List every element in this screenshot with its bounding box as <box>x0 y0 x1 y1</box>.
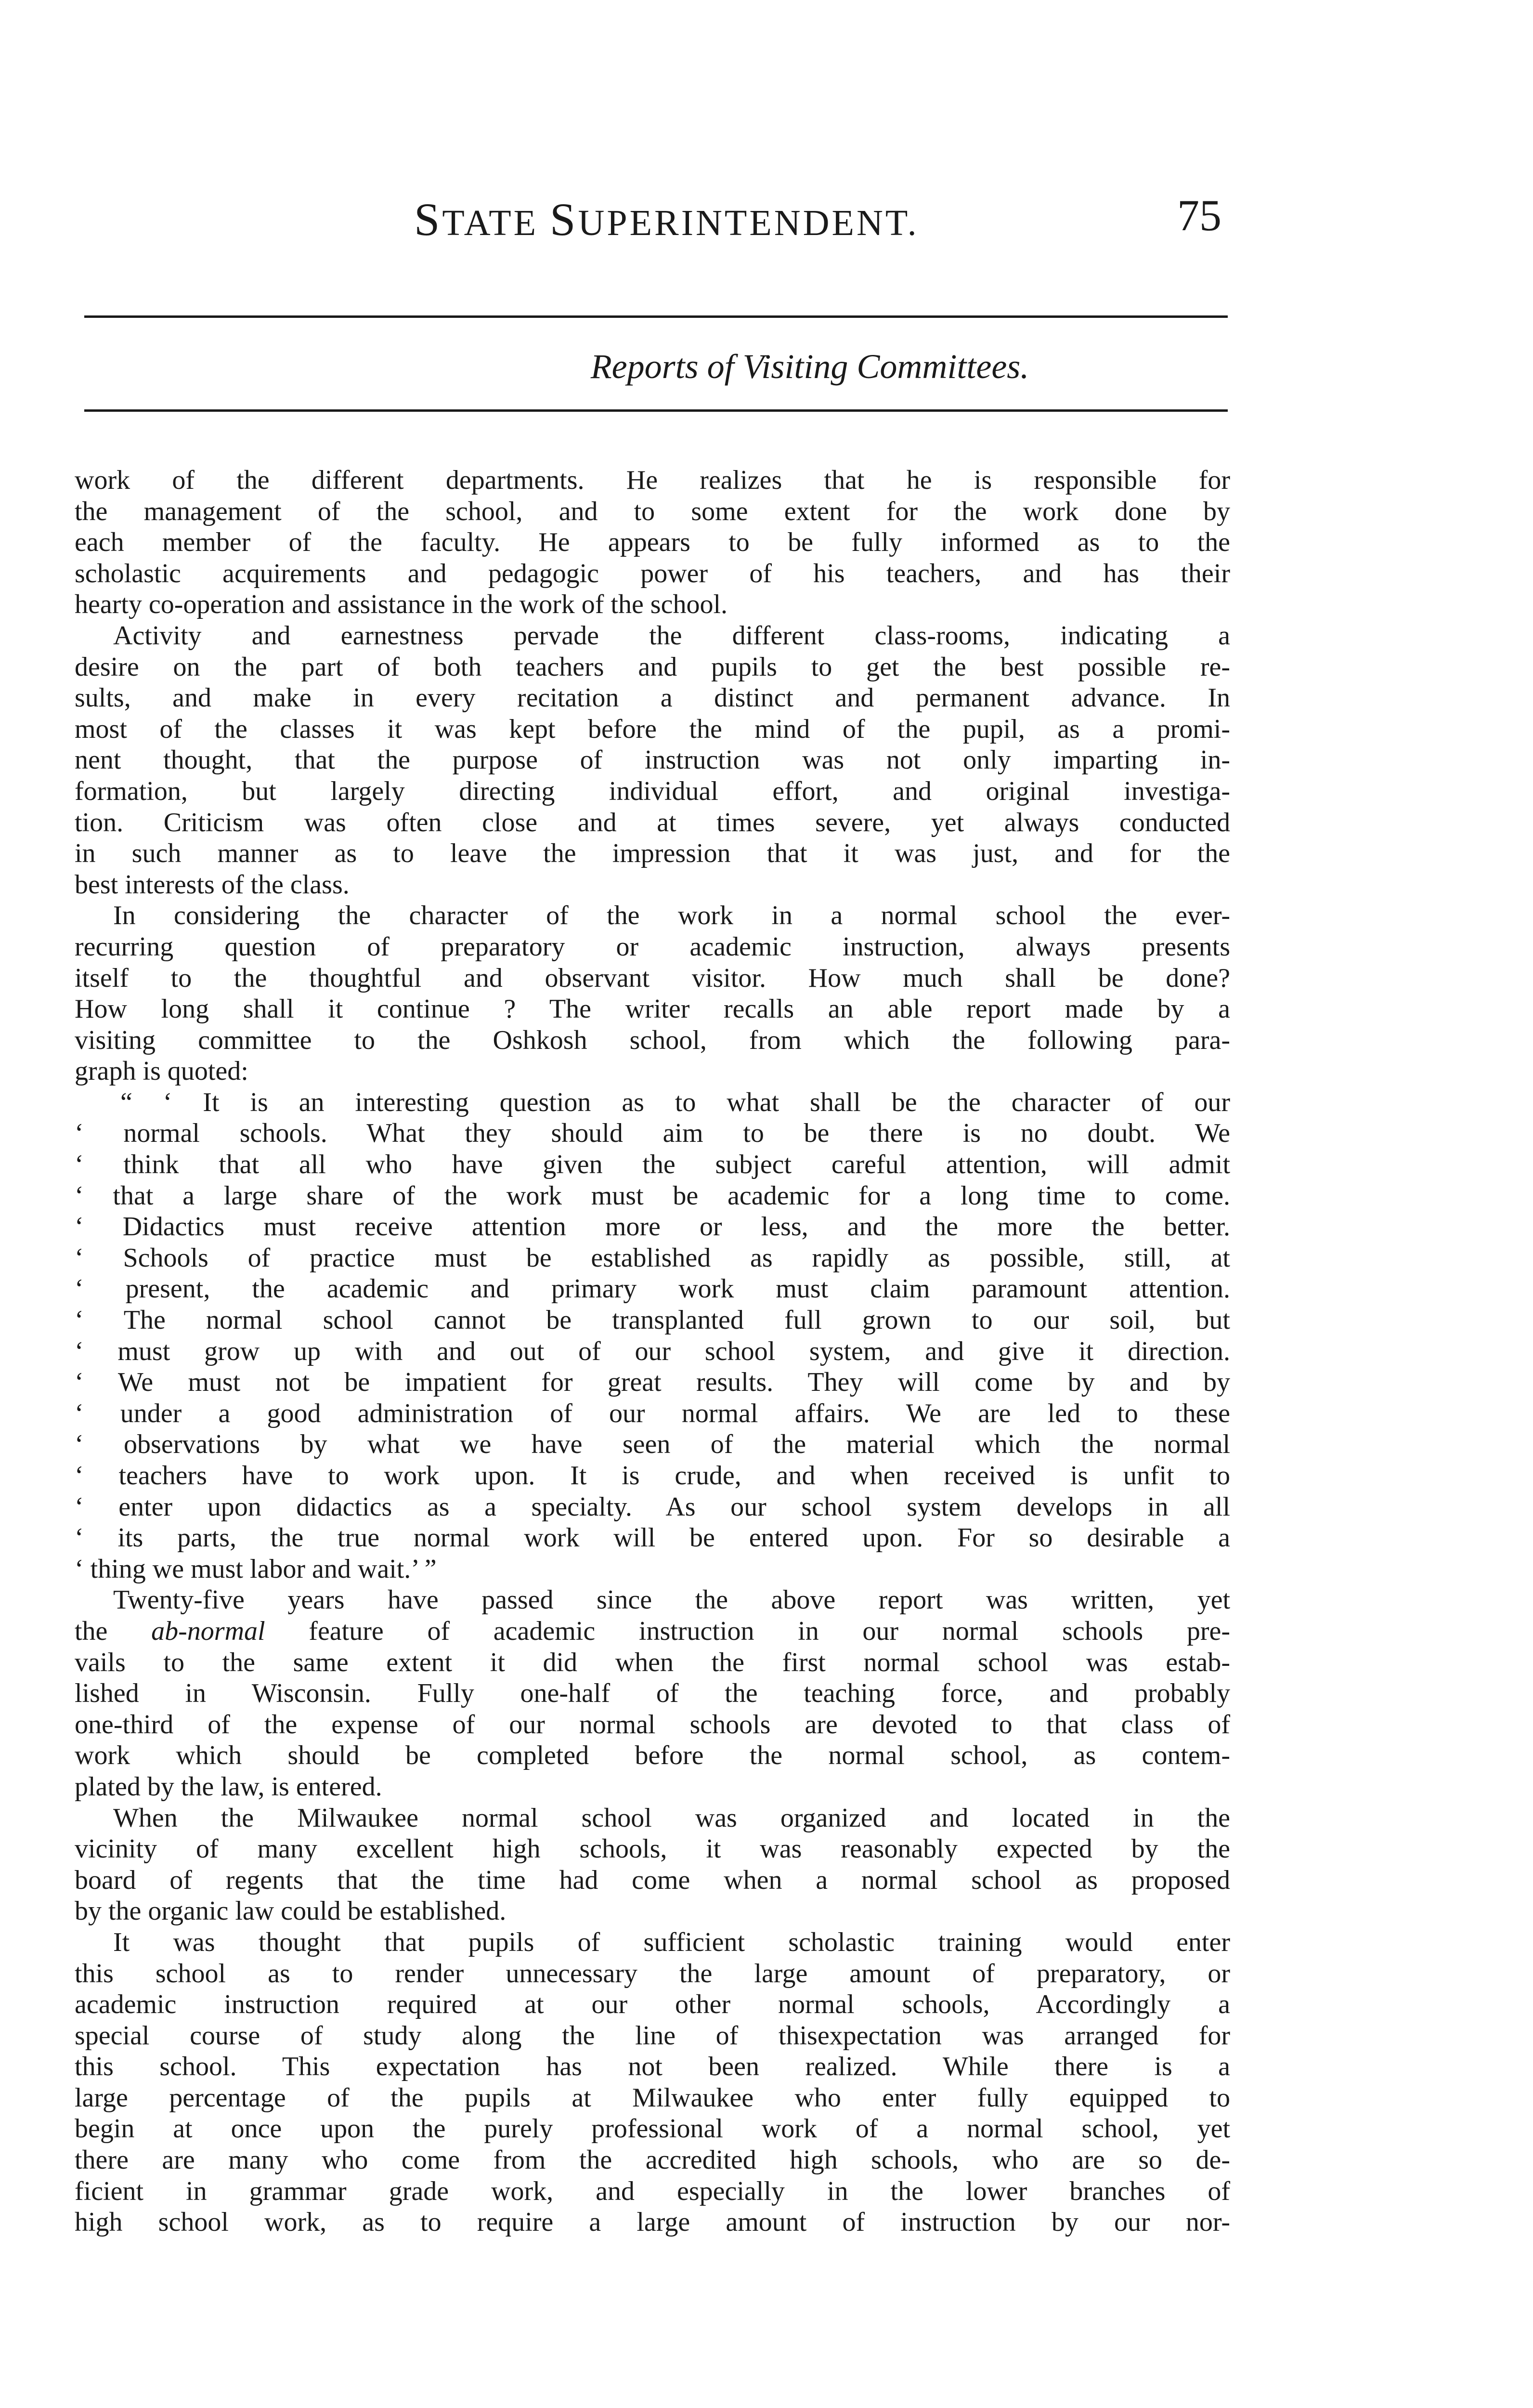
text-line: best interests of the class. <box>75 869 350 900</box>
text-line: plated by the law, is entered. <box>75 1771 382 1802</box>
text-line: hearty co-operation and assistance in the work of the school. <box>75 589 728 620</box>
text-line: ‘ Didactics must receive attention more or less, and the more the better. <box>75 1212 1230 1242</box>
text-line: high school work, as to require a large amount of instruction by our nor- <box>75 2207 1230 2238</box>
text-line: Activity and earnestness pervade the different class-rooms, indicating a <box>113 620 1230 651</box>
text-line: “ ‘ It is an interesting question as to what shall be the character of our <box>120 1087 1230 1117</box>
text-line: In considering the character of the work in a normal school the ever- <box>113 901 1230 931</box>
text-line: graph is quoted: <box>75 1056 248 1086</box>
text-line: this school. This expectation has not been realized. While there is a <box>75 2052 1230 2082</box>
text-line: tion. Criticism was often close and at times severe, yet always conducted <box>75 807 1230 838</box>
running-title-text: TATE <box>442 203 550 243</box>
text-line: ‘ under a good administration of our normal affairs. We are led to these <box>75 1398 1230 1428</box>
text-line: the management of the school, and to some extent for the work done by <box>75 496 1230 526</box>
text-line: formation, but largely directing individual effort, and original investiga- <box>75 776 1230 806</box>
text-line: ‘ its parts, the true normal work will be entered upon. For so desirable a <box>75 1523 1230 1553</box>
page-number: 75 <box>1177 191 1221 240</box>
text-line: work which should be completed before the normal school, as contem- <box>75 1741 1230 1771</box>
text-line: ‘ thing we must labor and wait.’ ” <box>75 1554 437 1584</box>
text-line: ‘ normal schools. What they should aim to be there is no doubt. We <box>75 1118 1230 1149</box>
text-line: desire on the part of both teachers and pupils to get the best possible re- <box>75 652 1230 682</box>
text-line: visiting committee to the Oshkosh school, from which the following para- <box>75 1025 1230 1055</box>
text-line: one-third of the expense of our normal schools are devoted to that class of <box>75 1709 1230 1740</box>
text-line: ‘ enter upon didactics as a specialty. As our school system develops in all <box>75 1492 1230 1522</box>
text-line: each member of the faculty. He appears to be fully informed as to the <box>75 527 1230 558</box>
text-line: there are many who come from the accredited high schools, who are so de- <box>75 2145 1230 2175</box>
text-line: academic instruction required at our other normal schools, Accordingly a <box>75 1989 1230 2020</box>
text-line: ‘ teachers have to work upon. It is crude, and when received is unfit to <box>75 1461 1230 1491</box>
text-line: in such manner as to leave the impression that it was just, and for the <box>75 838 1230 869</box>
page-header <box>0 193 1533 250</box>
text-line: How long shall it continue ? The writer recalls an able report made by a <box>75 994 1230 1024</box>
text-line: work of the different departments. He realizes that he is responsible for <box>75 465 1230 495</box>
text-line: ‘ present, the academic and primary work must claim paramount attention. <box>75 1274 1230 1304</box>
text-line: begin at once upon the purely professional work of a normal school, yet <box>75 2114 1230 2144</box>
running-title-initial: S <box>414 194 442 245</box>
running-title <box>414 193 919 246</box>
text-line: ‘ think that all who have given the subject careful attention, will admit <box>75 1150 1230 1180</box>
text-line: most of the classes it was kept before the mind of the pupil, as a promi- <box>75 714 1230 744</box>
text-line: When the Milwaukee normal school was organized and located in the <box>113 1803 1230 1833</box>
text-line: ficient in grammar grade work, and especially in the lower branches of <box>75 2176 1230 2206</box>
text-line: itself to the thoughtful and observant visitor. How much shall be done? <box>75 963 1230 993</box>
text-line: vails to the same extent it did when the first normal school was estab- <box>75 1647 1230 1677</box>
text-line: ‘ Schools of practice must be established as rapidly as possible, still, at <box>75 1243 1230 1273</box>
running-title-text: UPERINTENDENT. <box>578 203 919 243</box>
top-rule <box>84 315 1228 318</box>
text-line: ‘ We must not be impatient for great results. They will come by and by <box>75 1367 1230 1398</box>
text-line: ‘ The normal school cannot be transplanted full grown to our soil, but <box>75 1305 1230 1335</box>
text-line: vicinity of many excellent high schools, it was reasonably expected by the <box>75 1834 1230 1864</box>
running-title-initial: S <box>550 194 578 245</box>
text-line: ‘ observations by what we have seen of the material which the normal <box>75 1429 1230 1460</box>
bottom-rule <box>84 409 1228 412</box>
text-line: Twenty-five years have passed since the above report was written, yet <box>113 1585 1230 1615</box>
text-line: ‘ that a large share of the work must be academic for a long time to come. <box>75 1180 1230 1211</box>
text-line: scholastic acquirements and pedagogic power of his teachers, and has their <box>75 558 1230 589</box>
text-line: board of regents that the time had come when a normal school as proposed <box>75 1865 1230 1895</box>
text-line: the ab-normal feature of academic instruction in our normal schools pre- <box>75 1616 1230 1646</box>
text-line: special course of study along the line of thisexpectation was arranged for <box>75 2020 1230 2051</box>
text-line: large percentage of the pupils at Milwaukee who enter fully equipped to <box>75 2082 1230 2113</box>
body-text <box>75 465 1230 2238</box>
text-line: It was thought that pupils of sufficient scholastic training would enter <box>113 1927 1230 1957</box>
text-line: this school as to render unnecessary the large amount of preparatory, or <box>75 1958 1230 1989</box>
text-line: by the organic law could be established. <box>75 1896 507 1926</box>
text-line: nent thought, that the purpose of instruction was not only imparting in- <box>75 745 1230 775</box>
text-line: sults, and make in every recitation a distinct and permanent advance. In <box>75 683 1230 713</box>
text-line: recurring question of preparatory or academic instruction, always presents <box>75 931 1230 962</box>
text-line: lished in Wisconsin. Fully one-half of the teaching force, and probably <box>75 1678 1230 1709</box>
section-title: Reports of Visiting Committees. <box>590 347 1029 386</box>
text-line: ‘ must grow up with and out of our school system, and give it direction. <box>75 1336 1230 1366</box>
